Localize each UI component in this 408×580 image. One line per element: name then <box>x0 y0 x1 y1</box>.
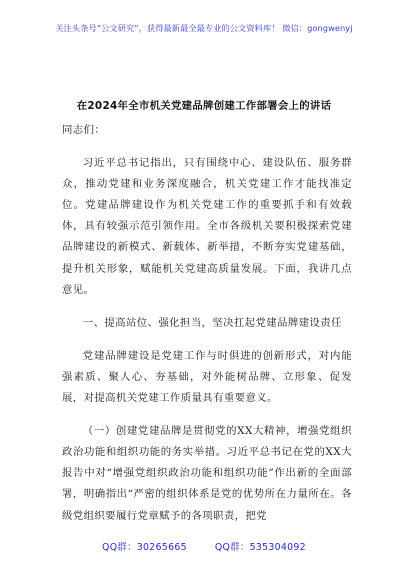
paragraph-intro: 习近平总书记指出，只有围绕中心、建设队伍、服务群众，推动党建和业务深度融合，机关党建工作才能找准定位。党建品牌建设作为机关党建工作的重要抓手和有效载体，具有较强示范引领作用。全市各级机关要积极探索党建品牌建设的新模式、新载体、新举措，不断夯实党建基础，提升机关形象，赋能机关党建高质量发展。下面，我讲几点意见。 <box>62 157 352 296</box>
paragraph-2: 党建品牌建设是党建工作与时俱进的创新形式，对内能强素质、聚人心、夯基础，对外能树品牌、立形象、促发展，对提高机关党建工作质量具有重要意义。 <box>62 349 352 405</box>
document-body <box>62 120 352 527</box>
salutation: 同志们： <box>62 124 106 136</box>
section-heading-1: 一、提高站位、强化担当，坚决扛起党建品牌建设责任 <box>82 316 342 329</box>
document-title: 在2024年全市机关党建品牌创建工作部署会上的讲话 <box>76 100 332 112</box>
footer-qq-group-1: QQ群：30265665 <box>102 542 187 553</box>
footer-contact <box>0 539 408 553</box>
footer-qq-group-2: QQ群：535304092 <box>214 542 306 553</box>
paragraph-3: （一）创建党建品牌是贯彻党的XX大精神，增强党组织政治功能和组织功能的务实举措。习近平总书记在党的XX大报告中对“增强党组织政治功能和组织功能”作出新的全面部署，明确指出“严密的组织体系是党的优势所在力量所在。各级党组织要履行党章赋予的各项职责，把党 <box>62 425 352 522</box>
header-promo-note: 关注头条号“公文研究”，获得最新最全最专业的公文资料库！ 微信：gongwenyj <box>55 23 353 33</box>
